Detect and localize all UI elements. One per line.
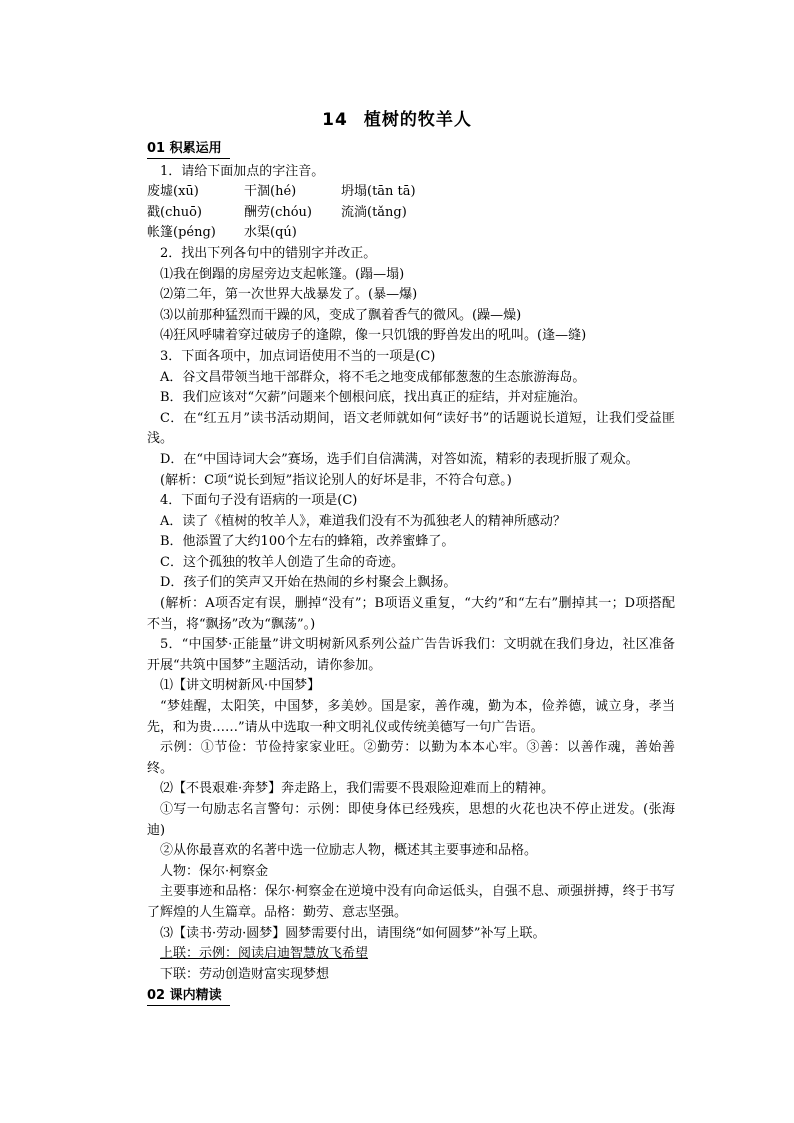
question-3-option-a: A．谷文昌带领当地干部群众，将不毛之地变成郁郁葱葱的生态旅游海岛。: [160, 369, 586, 385]
question-4-analysis: (解析：A项否定有误，删掉“没有”；B项语义重复，“大约”和“左右”删掉其一；D项搭配不当，将“飘扬”改为“飘荡”。): [147, 596, 675, 632]
question-5-part-1-example: 示例：①节俭：节俭持家家业旺。②勤劳：以勤为本本心牢。③善：以善作魂，善始善终。: [147, 740, 675, 776]
lesson-title: 植树的牧羊人: [363, 110, 472, 130]
question-5-part-2-quote: ①写一句励志名言警句：示例：即使身体已经残疾，思想的火花也决不停止迸发。(张海迪): [147, 802, 675, 838]
page-title: [0, 105, 794, 130]
couplet-upper-text: 上联：示例：阅读启迪智慧放飞希望: [160, 946, 369, 962]
question-4-option-a: A．读了《植树的牧羊人》，难道我们没有不为孤独老人的精神所感动？: [160, 513, 566, 529]
worksheet-content: [147, 138, 675, 1009]
lesson-number: 14: [322, 110, 348, 130]
question-2-item: ⑴我在倒蹋的房屋旁边支起帐篷。(蹋—塌): [160, 266, 405, 282]
question-5-part-2-deeds: 主要事迹和品格：保尔·柯察金在逆境中没有向命运低头，自强不息、顽强拼搏，终于书写了辉煌的人生篇章。品格：勤劳、意志坚强。: [147, 884, 675, 920]
pinyin-item: 废墟(xū): [147, 184, 199, 200]
pinyin-item: 水渠(qú): [244, 225, 297, 241]
question-3-prompt: 3．下面各项中，加点词语使用不当的一项是(C): [160, 348, 436, 364]
question-5-part-2-heading: ⑵【不畏艰难·奔梦】奔走路上，我们需要不畏艰险迎难而上的精神。: [160, 781, 555, 797]
question-2-item: ⑶以前那种猛烈而干躁的风，变成了飘着香气的微风。(躁—燥): [160, 307, 522, 323]
pinyin-item: 流淌(tǎng): [341, 204, 407, 220]
pinyin-item: 干涸(hé): [244, 184, 297, 200]
question-5-part-2-person: 人物：保尔·柯察金: [160, 863, 269, 879]
question-3-analysis: (解析：C项“说长到短”指议论别人的好坏是非，不符合句意。): [160, 472, 512, 488]
section-heading-accumulation: 01 积累运用: [147, 140, 230, 159]
question-2-item: ⑷狂风呼啸着穿过破房子的逢隙，像一只饥饿的野兽发出的吼叫。(逢—缝): [160, 328, 587, 344]
question-3-option-d: D．在“中国诗词大会”赛场，选手们自信满满，对答如流，精彩的表现折服了观众。: [160, 451, 639, 467]
question-5-part-3-heading: ⑶【读书·劳动·圆梦】圆梦需要付出，请围绕“如何圆梦”补写上联。: [160, 925, 546, 941]
question-5-part-2-task: ②从你最喜欢的名著中选一位励志人物，概述其主要事迹和品格。: [160, 843, 538, 859]
question-5-part-1-heading: ⑴【讲文明树新风·中国梦】: [160, 678, 321, 694]
pinyin-row: [147, 182, 675, 203]
question-3-option-b: B．我们应该对“欠薪”问题来个刨根问底，找出真正的症结，并对症施治。: [160, 390, 586, 406]
pinyin-item: 坍塌(tān tā): [341, 184, 416, 200]
pinyin-item: 帐篷(péng): [147, 225, 216, 241]
question-2-item: ⑵第二年，第一次世界大战暴发了。(暴—爆): [160, 287, 418, 303]
couplet-upper: [147, 944, 675, 965]
section-heading-intensive-reading: 02 课内精读: [147, 987, 230, 1006]
question-5-part-1-text: “梦娃醒，太阳笑，中国梦，多美妙。国是家，善作魂，勤为本，俭养德，诚立身，孝当先，和为贵……”请从中选取一种文明礼仪或传统美德写一句广告语。: [147, 699, 675, 735]
pinyin-item: 戳(chuō): [147, 204, 202, 220]
question-4-option-d: D．孩子们的笑声又开始在热闹的乡村聚会上飘扬。: [160, 575, 457, 591]
question-3-option-c: C．在“红五月”读书活动期间，语文老师就如何“读好书”的话题说长道短，让我们受益匪浅。: [147, 410, 675, 447]
question-2-prompt: 2．找出下列各句中的错别字并改正。: [160, 245, 377, 261]
pinyin-row: [147, 203, 675, 224]
question-4-option-b: B．他添置了大约100个左右的蜂箱，改养蜜蜂了。: [160, 534, 455, 550]
question-4-prompt: 4．下面句子没有语病的一项是(C): [160, 493, 358, 509]
question-4-option-c: C．这个孤独的牧羊人创造了生命的奇迹。: [160, 554, 404, 570]
couplet-lower: 下联：劳动创造财富实现梦想: [160, 966, 330, 982]
question-1-prompt: 1．请给下面加点的字注音。: [160, 163, 325, 179]
pinyin-item: 酬劳(chóu): [244, 204, 312, 220]
pinyin-row: [147, 223, 675, 244]
question-5-prompt: 5．“中国梦·正能量”讲文明树新风系列公益广告告诉我们：文明就在我们身边，社区准备开展“共筑中国梦”主题活动，请你参加。: [147, 637, 675, 673]
